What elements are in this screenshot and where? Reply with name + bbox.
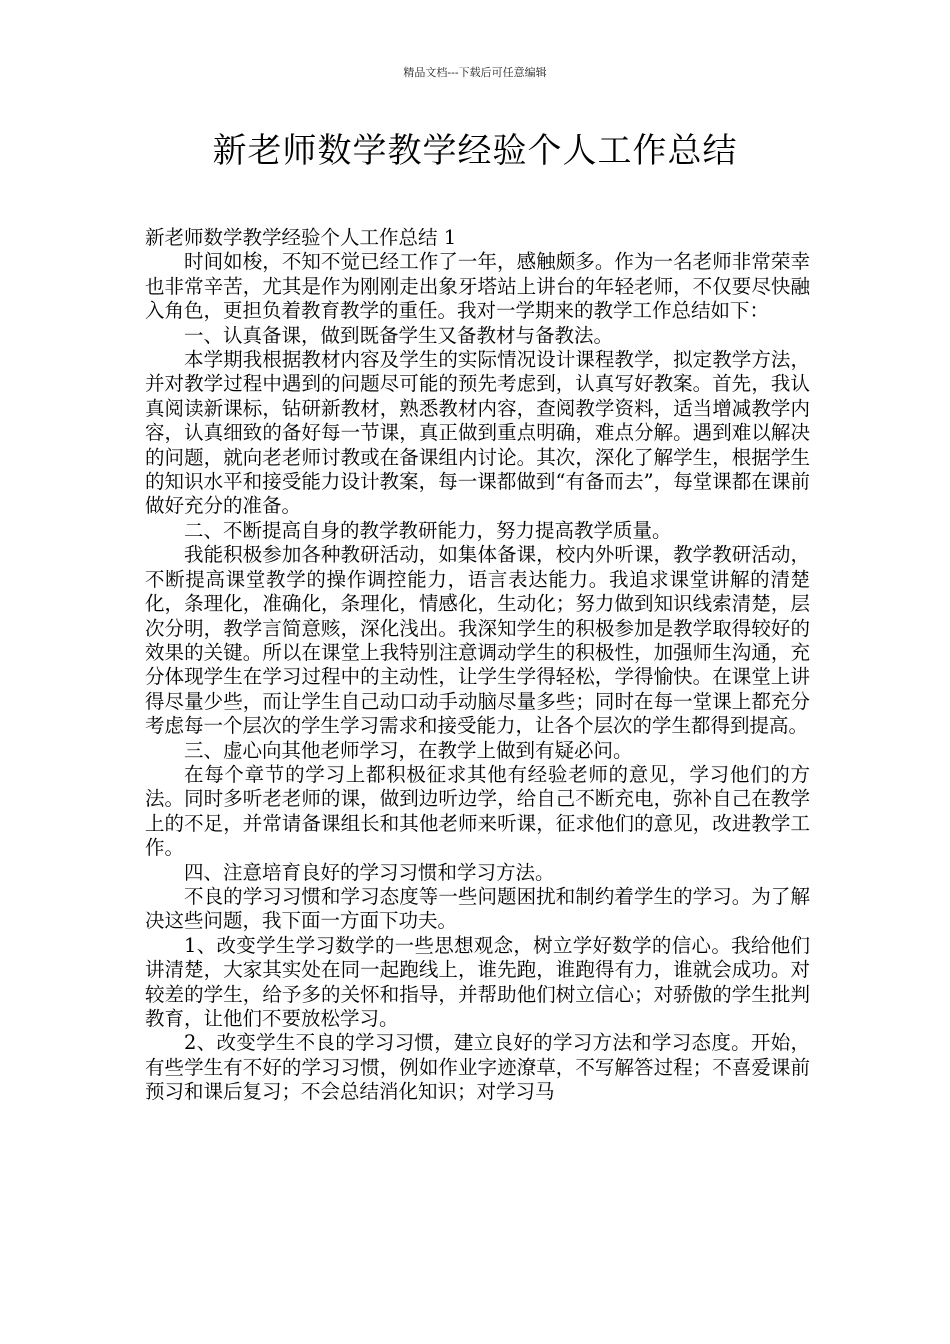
paragraph: 我能积极参加各种教研活动，如集体备课，校内外听课，教学教研活动，不断提高课堂教学的操作调控能力，语言表达能力。我追求课堂讲解的清楚化，条理化，准确化，条理化，情感化，生动化；努力做到知识线索清楚，层次分明，教学言简意赅，深化浅出。我深知学生的积极参加是教学取得较好的效果的关键。所以在课堂上我特别注意调动学生的积极性，加强师生沟通，充分体现学生在学习过程中的主动性，让学生学得轻松，学得愉快。在课堂上讲得尽量少些，而让学生自己动口动手动脑尽量多些；同时在每一堂课上都充分考虑每一个层次的学生学习需求和接受能力，让各个层次的学生都得到提高。 [145,543,810,738]
document-body [145,226,810,1105]
document-title: 新老师数学教学经验个人工作总结 [212,131,738,171]
paragraph: 时间如梭，不知不觉已经工作了一年，感触颇多。作为一名老师非常荣幸也非常辛苦，尤其是作为刚刚走出象牙塔站上讲台的年轻老师，不仅要尽快融入角色，更担负着教育教学的重任。我对一学期来的教学工作总结如下： [145,250,810,323]
sub-heading: 四、注意培育良好的学习习惯和学习方法。 [184,860,555,884]
paragraph: 不良的学习习惯和学习态度等一些问题困扰和制约着学生的学习。为了解决这些问题，我下面一方面下功夫。 [145,884,810,933]
paragraph: 本学期我根据教材内容及学生的实际情况设计课程教学，拟定教学方法，并对教学过程中遇到的问题尽可能的预先考虑到，认真写好教案。首先，我认真阅读新课标，钻研新教材，熟悉教材内容，查阅教学资料，适当增减教学内容，认真细致的备好每一节课，真正做到重点明确，难点分解。遇到难以解决的问题，就向老老师讨教或在备课组内讨论。其次，深化了解学生，根据学生的知识水平和接受能力设计教案，每一课都做到“有备而去”，每堂课都在课前做好充分的准备。 [145,348,810,518]
sub-heading: 一、认真备课，做到既备学生又备教材与备教法。 [184,323,614,347]
paragraph: 1、改变学生学习数学的一些思想观念，树立学好数学的信心。我给他们讲清楚，大家其实处在同一起跑线上，谁先跑，谁跑得有力，谁就会成功。对较差的学生，给予多的关怀和指导，并帮助他们树立信心；对骄傲的学生批判教育，让他们不要放松学习。 [145,933,810,1030]
paragraph: 2、改变学生不良的学习习惯，建立良好的学习方法和学习态度。开始，有些学生有不好的学习习惯，例如作业字迹潦草，不写解答过程；不喜爱课前预习和课后复习；不会总结消化知识；对学习马 [145,1031,810,1104]
paragraph: 在每个章节的学习上都积极征求其他有经验老师的意见，学习他们的方法。同时多听老老师的课，做到边听边学，给自己不断充电，弥补自己在教学上的不足，并常请备课组长和其他老师来听课，征求他们的意见，改进教学工作。 [145,762,810,860]
sub-heading: 三、虚心向其他老师学习，在教学上做到有疑必问。 [184,738,633,762]
header-note: 精品文档---下载后可任意编辑 [403,66,547,79]
section-heading: 新老师数学教学经验个人工作总结 1 [145,226,457,249]
sub-heading: 二、不断提高自身的教学教研能力，努力提高教学质量。 [184,518,672,542]
